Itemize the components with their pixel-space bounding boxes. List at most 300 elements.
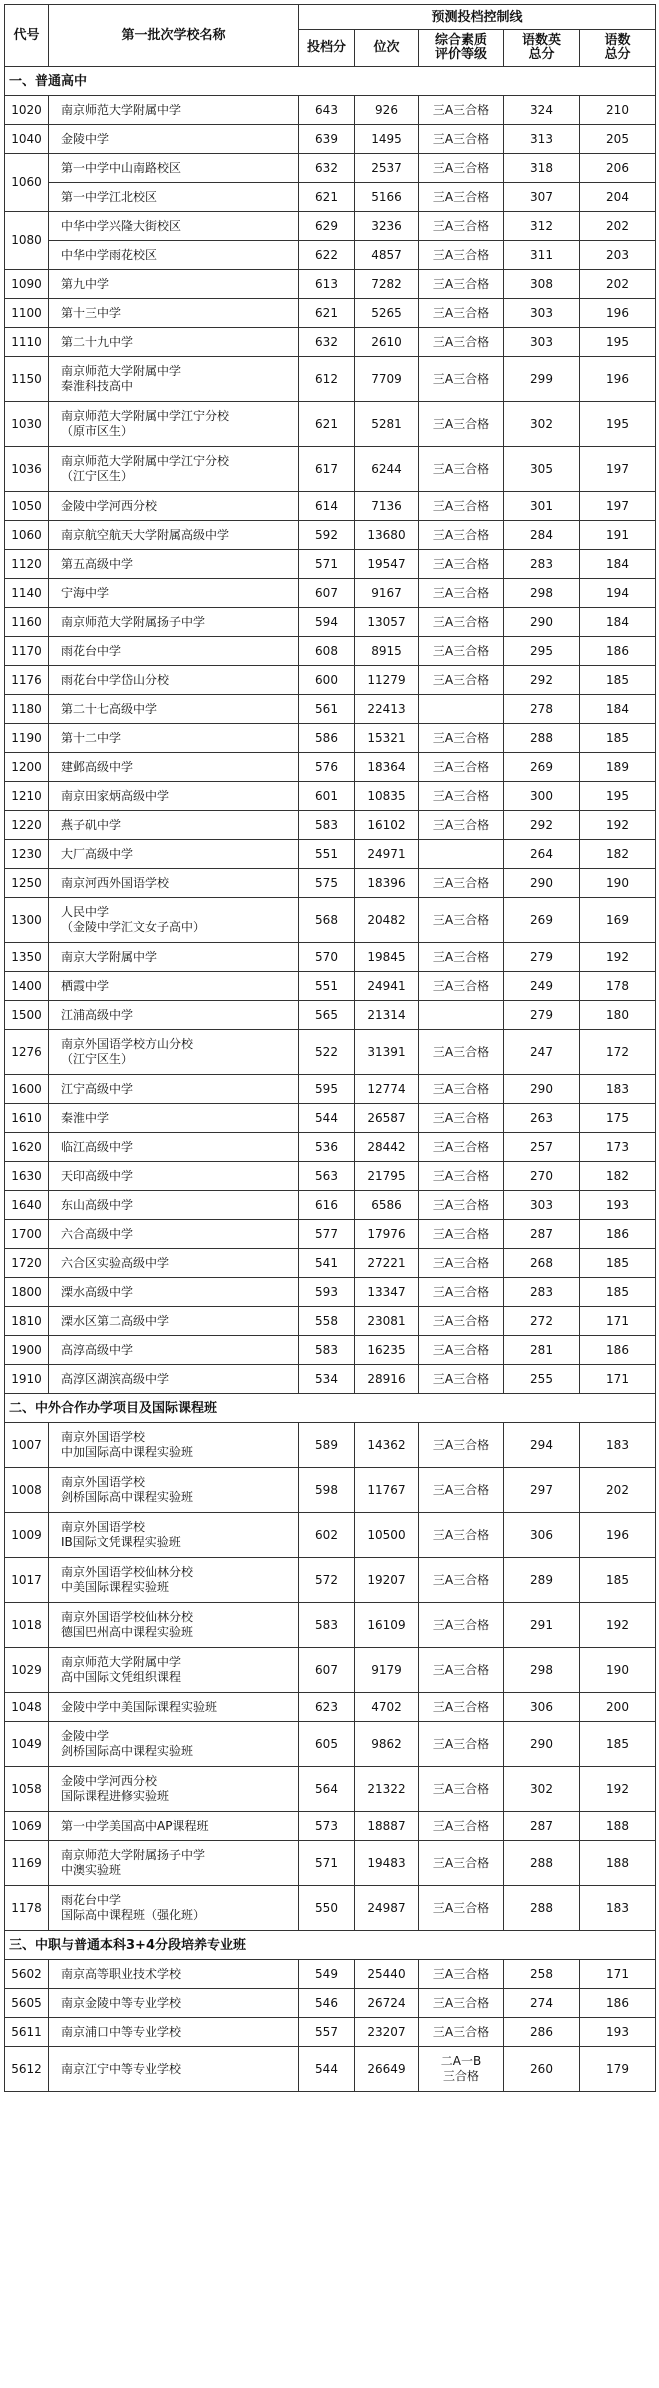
rank-cell: 19483 xyxy=(355,1841,419,1886)
grade-cell: 三A三合格 xyxy=(419,328,504,357)
school-name-line: 金陵中学中美国际课程实验班 xyxy=(61,1699,218,1714)
grade-cell: 三A三合格 xyxy=(419,492,504,521)
grade-cell: 三A三合格 xyxy=(419,1336,504,1365)
table-row xyxy=(5,1989,656,2018)
school-name-cell xyxy=(49,637,299,666)
grade-cell: 三A三合格 xyxy=(419,521,504,550)
table-row xyxy=(5,1648,656,1693)
code-cell: 1400 xyxy=(5,972,49,1001)
score-cell: 551 xyxy=(299,972,355,1001)
table-row xyxy=(5,447,656,492)
table-row xyxy=(5,1468,656,1513)
table-row xyxy=(5,637,656,666)
cm-total-cell: 171 xyxy=(580,1365,656,1394)
code-cell: 1169 xyxy=(5,1841,49,1886)
school-name-cell xyxy=(49,811,299,840)
table-row xyxy=(5,299,656,328)
code-cell: 1800 xyxy=(5,1278,49,1307)
code-cell: 1029 xyxy=(5,1648,49,1693)
table-row xyxy=(5,1513,656,1558)
rank-cell: 3236 xyxy=(355,212,419,241)
school-name-cell xyxy=(49,1249,299,1278)
school-name-cell xyxy=(49,608,299,637)
cm-total-cell: 183 xyxy=(580,1886,656,1931)
school-name-line: 中华中学雨花校区 xyxy=(61,247,158,262)
cm-total-cell: 169 xyxy=(580,898,656,943)
cm-total-cell: 190 xyxy=(580,869,656,898)
cm-total-cell: 192 xyxy=(580,943,656,972)
score-cell: 607 xyxy=(299,579,355,608)
school-name-cell xyxy=(49,2018,299,2047)
school-name-line: 高淳高级中学 xyxy=(61,1342,134,1357)
cme-total-cell: 306 xyxy=(504,1693,580,1722)
code-cell: 1720 xyxy=(5,1249,49,1278)
table-row xyxy=(5,1812,656,1841)
school-name-cell xyxy=(49,1558,299,1603)
cm-total-cell: 185 xyxy=(580,1278,656,1307)
rank-cell: 2537 xyxy=(355,154,419,183)
rank-cell: 7709 xyxy=(355,357,419,402)
school-name-cell xyxy=(49,1841,299,1886)
school-name-line: 南京师范大学附属中学江宁分校 xyxy=(61,454,230,468)
score-cell: 607 xyxy=(299,1648,355,1693)
cme-total-cell: 302 xyxy=(504,402,580,447)
school-name-line: 六合区实验高级中学 xyxy=(61,1255,170,1270)
score-cell: 571 xyxy=(299,550,355,579)
cme-total-cell: 290 xyxy=(504,1722,580,1767)
school-name-line: 金陵中学 xyxy=(61,1729,110,1743)
cm-total-cell: 184 xyxy=(580,695,656,724)
school-name-cell xyxy=(49,402,299,447)
section-row xyxy=(5,67,656,96)
school-name-cell xyxy=(49,1812,299,1841)
score-cell: 575 xyxy=(299,869,355,898)
school-name-cell xyxy=(49,753,299,782)
code-cell: 1007 xyxy=(5,1423,49,1468)
code-cell: 1178 xyxy=(5,1886,49,1931)
cm-total-cell: 188 xyxy=(580,1841,656,1886)
school-name-cell xyxy=(49,1104,299,1133)
cme-total-cell: 247 xyxy=(504,1030,580,1075)
score-cell: 573 xyxy=(299,1812,355,1841)
grade-cell: 三A三合格 xyxy=(419,1603,504,1648)
rank-cell: 10835 xyxy=(355,782,419,811)
code-cell: 1300 xyxy=(5,898,49,943)
rank-cell: 15321 xyxy=(355,724,419,753)
grade-cell: 三A三合格 xyxy=(419,1812,504,1841)
code-cell: 5612 xyxy=(5,2047,49,2092)
cm-total-cell: 173 xyxy=(580,1133,656,1162)
score-cell: 536 xyxy=(299,1133,355,1162)
school-name-cell xyxy=(49,724,299,753)
school-name-line: 江宁高级中学 xyxy=(61,1081,134,1096)
school-name-line: 中华中学兴隆大街校区 xyxy=(61,218,182,233)
score-cell: 522 xyxy=(299,1030,355,1075)
school-name-cell xyxy=(49,1030,299,1075)
grade-cell: 三A三合格 xyxy=(419,1648,504,1693)
table-row xyxy=(5,579,656,608)
rank-cell: 4702 xyxy=(355,1693,419,1722)
school-name-line: 南京外国语学校 xyxy=(61,1520,146,1534)
cm-total-cell: 189 xyxy=(580,753,656,782)
cme-total-cell: 255 xyxy=(504,1365,580,1394)
school-name-line: 南京江宁中等专业学校 xyxy=(61,2061,182,2076)
grade-cell: 三A三合格 xyxy=(419,125,504,154)
cme-total-cell: 307 xyxy=(504,183,580,212)
score-cell: 550 xyxy=(299,1886,355,1931)
cme-total-cell: 297 xyxy=(504,1468,580,1513)
rank-cell: 9167 xyxy=(355,579,419,608)
school-name-line: 南京浦口中等专业学校 xyxy=(61,2024,182,2039)
school-name-line: 南京师范大学附属中学 xyxy=(61,102,182,117)
cme-total-cell: 298 xyxy=(504,1648,580,1693)
school-name-line: 南京河西外国语学校 xyxy=(61,875,170,890)
header-score: 投档分 xyxy=(299,30,355,67)
code-cell: 1110 xyxy=(5,328,49,357)
cme-total-cell: 287 xyxy=(504,1812,580,1841)
grade-cell: 三A三合格 xyxy=(419,666,504,695)
school-name-line: 第九中学 xyxy=(61,276,110,291)
grade-cell: 三A三合格 xyxy=(419,1191,504,1220)
school-name-line: 南京田家炳高级中学 xyxy=(61,788,170,803)
table-body xyxy=(5,67,656,2092)
cm-total-cell: 196 xyxy=(580,357,656,402)
school-name-line: 南京高等职业技术学校 xyxy=(61,1966,182,1981)
score-cell: 621 xyxy=(299,299,355,328)
rank-cell: 13057 xyxy=(355,608,419,637)
grade-cell: 三A三合格 xyxy=(419,1513,504,1558)
code-cell: 1900 xyxy=(5,1336,49,1365)
table-row xyxy=(5,96,656,125)
score-cell: 534 xyxy=(299,1365,355,1394)
cm-total-cell: 190 xyxy=(580,1648,656,1693)
header-school: 第一批次学校名称 xyxy=(49,5,299,67)
code-cell: 1210 xyxy=(5,782,49,811)
grade-cell: 三A三合格 xyxy=(419,1423,504,1468)
school-name-cell xyxy=(49,1648,299,1693)
cme-total-cell: 303 xyxy=(504,299,580,328)
cme-total-cell: 274 xyxy=(504,1989,580,2018)
admission-table-page xyxy=(4,4,655,2092)
score-cell: 572 xyxy=(299,1558,355,1603)
code-cell: 1276 xyxy=(5,1030,49,1075)
score-cell: 583 xyxy=(299,1603,355,1648)
school-name-cell xyxy=(49,1468,299,1513)
cm-total-cell: 184 xyxy=(580,608,656,637)
school-name-cell xyxy=(49,241,299,270)
cme-total-cell: 308 xyxy=(504,270,580,299)
school-name-line: 第一中学江北校区 xyxy=(61,189,158,204)
score-cell: 541 xyxy=(299,1249,355,1278)
table-row xyxy=(5,154,656,183)
grade-cell xyxy=(419,695,504,724)
score-cell: 622 xyxy=(299,241,355,270)
cm-total-cell: 203 xyxy=(580,241,656,270)
cme-total-cell: 324 xyxy=(504,96,580,125)
grade-cell: 三A三合格 xyxy=(419,1767,504,1812)
school-name-line: 高淳区湖滨高级中学 xyxy=(61,1371,170,1386)
score-cell: 629 xyxy=(299,212,355,241)
grade-cell: 三A三合格 xyxy=(419,1886,504,1931)
cme-total-cell: 288 xyxy=(504,1841,580,1886)
school-name-line: 燕子矶中学 xyxy=(61,817,122,832)
school-name-line: 六合高级中学 xyxy=(61,1226,134,1241)
cme-total-cell: 263 xyxy=(504,1104,580,1133)
school-name-line: 大厂高级中学 xyxy=(61,846,134,861)
school-name-cell xyxy=(49,1767,299,1812)
grade-cell: 三A三合格 xyxy=(419,1220,504,1249)
rank-cell: 11767 xyxy=(355,1468,419,1513)
school-name-line: 南京大学附属中学 xyxy=(61,949,158,964)
grade-cell: 三A三合格 xyxy=(419,1278,504,1307)
grade-cell: 三A三合格 xyxy=(419,270,504,299)
table-row xyxy=(5,1162,656,1191)
cm-total-cell: 195 xyxy=(580,782,656,811)
header-code: 代号 xyxy=(5,5,49,67)
cm-total-cell: 193 xyxy=(580,2018,656,2047)
rank-cell: 10500 xyxy=(355,1513,419,1558)
school-name-line: 国际高中课程班（强化班） xyxy=(61,1908,206,1922)
school-name-line: 临江高级中学 xyxy=(61,1139,134,1154)
school-name-cell xyxy=(49,154,299,183)
rank-cell: 14362 xyxy=(355,1423,419,1468)
school-name-line: 天印高级中学 xyxy=(61,1168,134,1183)
table-row xyxy=(5,782,656,811)
header-row-top xyxy=(5,5,656,30)
grade-cell: 三A三合格 xyxy=(419,753,504,782)
rank-cell: 19207 xyxy=(355,1558,419,1603)
rank-cell: 19845 xyxy=(355,943,419,972)
school-name-cell xyxy=(49,1513,299,1558)
cme-total-cell: 288 xyxy=(504,1886,580,1931)
cme-total-cell: 264 xyxy=(504,840,580,869)
rank-cell: 8915 xyxy=(355,637,419,666)
score-cell: 614 xyxy=(299,492,355,521)
school-name-cell xyxy=(49,1133,299,1162)
school-name-cell xyxy=(49,1336,299,1365)
grade-cell xyxy=(419,1001,504,1030)
score-cell: 564 xyxy=(299,1767,355,1812)
grade-cell: 三A三合格 xyxy=(419,1468,504,1513)
table-row xyxy=(5,1558,656,1603)
school-name-cell xyxy=(49,1960,299,1989)
cme-total-cell: 305 xyxy=(504,447,580,492)
school-name-cell xyxy=(49,1365,299,1394)
grade-cell: 三A三合格 xyxy=(419,2018,504,2047)
table-row xyxy=(5,1423,656,1468)
cme-total-cell: 306 xyxy=(504,1513,580,1558)
code-cell: 5611 xyxy=(5,2018,49,2047)
rank-cell: 21795 xyxy=(355,1162,419,1191)
section-title: 一、普通高中 xyxy=(5,67,656,96)
school-name-line: 雨花台中学 xyxy=(61,1893,122,1907)
code-cell: 1140 xyxy=(5,579,49,608)
school-name-line: 溧水高级中学 xyxy=(61,1284,134,1299)
grade-cell: 三A三合格 xyxy=(419,608,504,637)
score-cell: 565 xyxy=(299,1001,355,1030)
rank-cell: 19547 xyxy=(355,550,419,579)
rank-cell: 16102 xyxy=(355,811,419,840)
school-name-line: 第一中学中山南路校区 xyxy=(61,160,182,175)
school-name-line: 秦淮科技高中 xyxy=(61,379,134,393)
cme-total-cell: 292 xyxy=(504,811,580,840)
cm-total-cell: 188 xyxy=(580,1812,656,1841)
school-name-cell xyxy=(49,1693,299,1722)
table-row xyxy=(5,328,656,357)
rank-cell: 2610 xyxy=(355,328,419,357)
cm-total-cell: 183 xyxy=(580,1423,656,1468)
school-name-cell xyxy=(49,1278,299,1307)
grade-cell xyxy=(419,840,504,869)
school-name-line: 第五高级中学 xyxy=(61,556,134,571)
school-name-cell xyxy=(49,521,299,550)
school-name-line: 德国巴州高中课程实验班 xyxy=(61,1625,194,1639)
score-cell: 583 xyxy=(299,1336,355,1365)
header-cme: 语数英 总分 xyxy=(504,30,580,67)
score-cell: 643 xyxy=(299,96,355,125)
school-name-line: 剑桥国际高中课程实验班 xyxy=(61,1490,194,1504)
school-name-line: 中澳实验班 xyxy=(61,1863,122,1877)
cm-total-cell: 184 xyxy=(580,550,656,579)
cme-total-cell: 260 xyxy=(504,2047,580,2092)
rank-cell: 21322 xyxy=(355,1767,419,1812)
table-row xyxy=(5,2018,656,2047)
grade-cell: 三A三合格 xyxy=(419,943,504,972)
score-cell: 632 xyxy=(299,328,355,357)
school-name-cell xyxy=(49,447,299,492)
cme-total-cell: 299 xyxy=(504,357,580,402)
cme-total-cell: 291 xyxy=(504,1603,580,1648)
header-group: 预测投档控制线 xyxy=(299,5,656,30)
school-name-line: 南京外国语学校仙林分校 xyxy=(61,1565,194,1579)
school-name-cell xyxy=(49,943,299,972)
rank-cell: 7136 xyxy=(355,492,419,521)
school-name-line: IB国际文凭课程实验班 xyxy=(61,1535,181,1549)
code-cell: 1200 xyxy=(5,753,49,782)
code-cell: 1049 xyxy=(5,1722,49,1767)
rank-cell: 9179 xyxy=(355,1648,419,1693)
rank-cell: 4857 xyxy=(355,241,419,270)
code-cell: 1500 xyxy=(5,1001,49,1030)
cm-total-cell: 196 xyxy=(580,1513,656,1558)
cme-total-cell: 281 xyxy=(504,1336,580,1365)
school-name-cell xyxy=(49,492,299,521)
cme-total-cell: 283 xyxy=(504,1278,580,1307)
cme-total-cell: 294 xyxy=(504,1423,580,1468)
cme-total-cell: 286 xyxy=(504,2018,580,2047)
school-name-cell xyxy=(49,270,299,299)
cm-total-cell: 192 xyxy=(580,1603,656,1648)
code-cell: 5605 xyxy=(5,1989,49,2018)
rank-cell: 23207 xyxy=(355,2018,419,2047)
school-name-cell xyxy=(49,96,299,125)
school-name-cell xyxy=(49,1886,299,1931)
rank-cell: 23081 xyxy=(355,1307,419,1336)
rank-cell: 24941 xyxy=(355,972,419,1001)
score-cell: 571 xyxy=(299,1841,355,1886)
table-row xyxy=(5,212,656,241)
rank-cell: 5265 xyxy=(355,299,419,328)
school-name-line: 雨花台中学 xyxy=(61,643,122,658)
cm-total-cell: 182 xyxy=(580,1162,656,1191)
table-row xyxy=(5,357,656,402)
cm-total-cell: 197 xyxy=(580,492,656,521)
score-cell: 544 xyxy=(299,2047,355,2092)
code-cell: 1176 xyxy=(5,666,49,695)
rank-cell: 13347 xyxy=(355,1278,419,1307)
cme-total-cell: 303 xyxy=(504,1191,580,1220)
code-cell: 1060 xyxy=(5,154,49,212)
school-name-cell xyxy=(49,1001,299,1030)
cme-total-cell: 312 xyxy=(504,212,580,241)
code-cell: 1030 xyxy=(5,402,49,447)
code-cell: 1080 xyxy=(5,212,49,270)
cm-total-cell: 185 xyxy=(580,1249,656,1278)
cme-total-cell: 283 xyxy=(504,550,580,579)
school-name-cell xyxy=(49,357,299,402)
school-name-line: （江宁区生） xyxy=(61,1052,134,1066)
cm-total-cell: 196 xyxy=(580,299,656,328)
school-name-line: 南京师范大学附属扬子中学 xyxy=(61,1848,206,1862)
rank-cell: 18396 xyxy=(355,869,419,898)
score-cell: 602 xyxy=(299,1513,355,1558)
code-cell: 1640 xyxy=(5,1191,49,1220)
school-name-line: （原市区生） xyxy=(61,424,134,438)
score-cell: 583 xyxy=(299,811,355,840)
grade-cell: 三A三合格 xyxy=(419,811,504,840)
section-row xyxy=(5,1394,656,1423)
rank-cell: 5281 xyxy=(355,402,419,447)
grade-cell: 三A三合格 xyxy=(419,96,504,125)
rank-cell: 6586 xyxy=(355,1191,419,1220)
score-cell: 600 xyxy=(299,666,355,695)
school-name-cell xyxy=(49,1603,299,1648)
score-cell: 639 xyxy=(299,125,355,154)
grade-cell: 三A三合格 xyxy=(419,1307,504,1336)
cme-total-cell: 284 xyxy=(504,521,580,550)
rank-cell: 26587 xyxy=(355,1104,419,1133)
rank-cell: 17976 xyxy=(355,1220,419,1249)
cm-total-cell: 180 xyxy=(580,1001,656,1030)
grade-cell: 三A三合格 xyxy=(419,447,504,492)
school-name-cell xyxy=(49,125,299,154)
cm-total-cell: 205 xyxy=(580,125,656,154)
rank-cell: 26649 xyxy=(355,2047,419,2092)
table-row xyxy=(5,1030,656,1075)
school-name-cell xyxy=(49,1162,299,1191)
grade-cell: 三A三合格 xyxy=(419,579,504,608)
cme-total-cell: 278 xyxy=(504,695,580,724)
rank-cell: 18887 xyxy=(355,1812,419,1841)
score-cell: 621 xyxy=(299,402,355,447)
code-cell: 1100 xyxy=(5,299,49,328)
code-cell: 1048 xyxy=(5,1693,49,1722)
cm-total-cell: 210 xyxy=(580,96,656,125)
cm-total-cell: 185 xyxy=(580,1722,656,1767)
code-cell: 1180 xyxy=(5,695,49,724)
score-cell: 561 xyxy=(299,695,355,724)
cm-total-cell: 178 xyxy=(580,972,656,1001)
score-cell: 608 xyxy=(299,637,355,666)
table-row xyxy=(5,972,656,1001)
admission-score-table xyxy=(4,4,656,2092)
code-cell: 1600 xyxy=(5,1075,49,1104)
score-cell: 593 xyxy=(299,1278,355,1307)
score-cell: 623 xyxy=(299,1693,355,1722)
school-name-cell xyxy=(49,1423,299,1468)
cm-total-cell: 206 xyxy=(580,154,656,183)
table-row xyxy=(5,402,656,447)
